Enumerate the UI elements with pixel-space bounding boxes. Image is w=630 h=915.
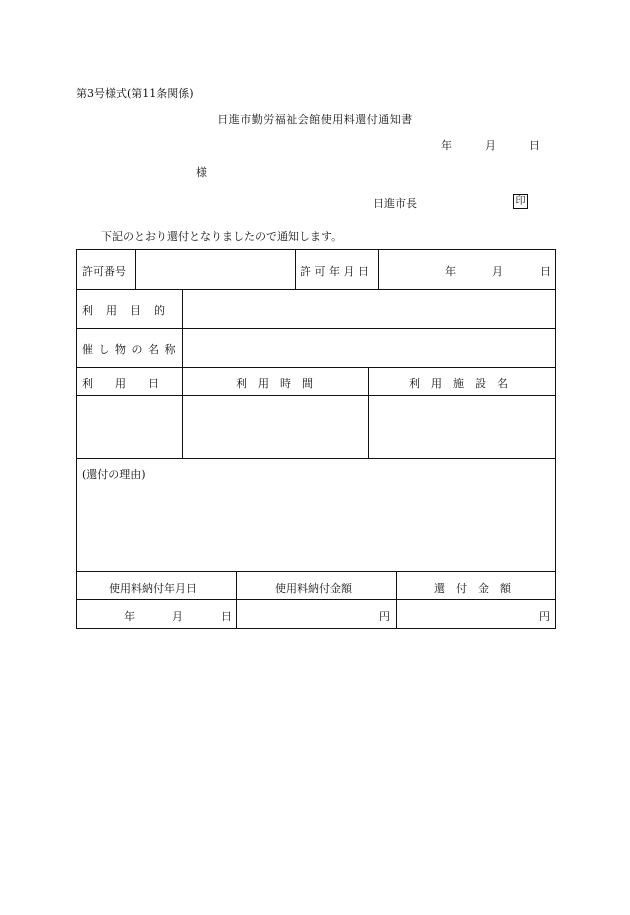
table-line (76, 395, 556, 396)
table-line (135, 249, 136, 289)
issuer: 日進市長 (373, 197, 417, 210)
paid-year: 年 (124, 610, 135, 623)
table-line (76, 628, 556, 629)
table-line (76, 249, 556, 250)
table-line (295, 249, 296, 289)
issue-date (441, 137, 540, 153)
event-name-label: 催 し 物 の 名 称 (82, 343, 177, 356)
table-line (76, 289, 556, 290)
paid-day: 日 (221, 610, 232, 623)
facility-label: 利 用 施 設 名 (409, 377, 508, 390)
table-line (368, 367, 369, 458)
permit-date-day: 日 (540, 265, 551, 278)
table-line (555, 249, 556, 629)
table-line (182, 289, 183, 458)
issue-date-day: 日 (529, 139, 540, 152)
seal-mark: 印 (513, 194, 528, 209)
permit-date-year: 年 (445, 265, 456, 278)
table-line (378, 249, 379, 289)
intro-text: 下記のとおり還付となりましたので通知します。 (101, 230, 343, 243)
table-line (76, 249, 77, 629)
use-time-label: 利 用 時 間 (236, 377, 313, 390)
reason-label: (還付の理由) (82, 468, 146, 481)
paid-date-label: 使用料納付年月日 (109, 582, 197, 595)
permit-date-label: 許 可 年 月 日 (300, 265, 369, 278)
paid-amount-yen: 円 (379, 610, 390, 623)
table-line (76, 458, 556, 459)
paid-month: 月 (172, 610, 183, 623)
addressee-suffix: 様 (196, 166, 207, 179)
table-line (76, 328, 556, 329)
table-line (76, 571, 556, 572)
refund-amount-label: 還 付 金 額 (434, 582, 511, 595)
table-line (396, 571, 397, 629)
permit-date-month: 月 (492, 265, 503, 278)
form-code: 第3号様式(第11条関係) (76, 87, 194, 100)
purpose-label: 利 用 目 的 (82, 304, 166, 317)
table-line (76, 367, 556, 368)
table-line (236, 571, 237, 629)
use-date-label: 利 用 日 (82, 377, 159, 390)
document-title: 日進市勤労福祉会館使用料還付通知書 (217, 113, 413, 126)
refund-amount-yen: 円 (539, 610, 550, 623)
paid-amount-label: 使用料納付金額 (275, 582, 352, 595)
permit-no-label: 許可番号 (82, 265, 126, 278)
issue-date-year: 年 (441, 139, 452, 152)
table-line (76, 599, 556, 600)
issue-date-month: 月 (485, 139, 496, 152)
